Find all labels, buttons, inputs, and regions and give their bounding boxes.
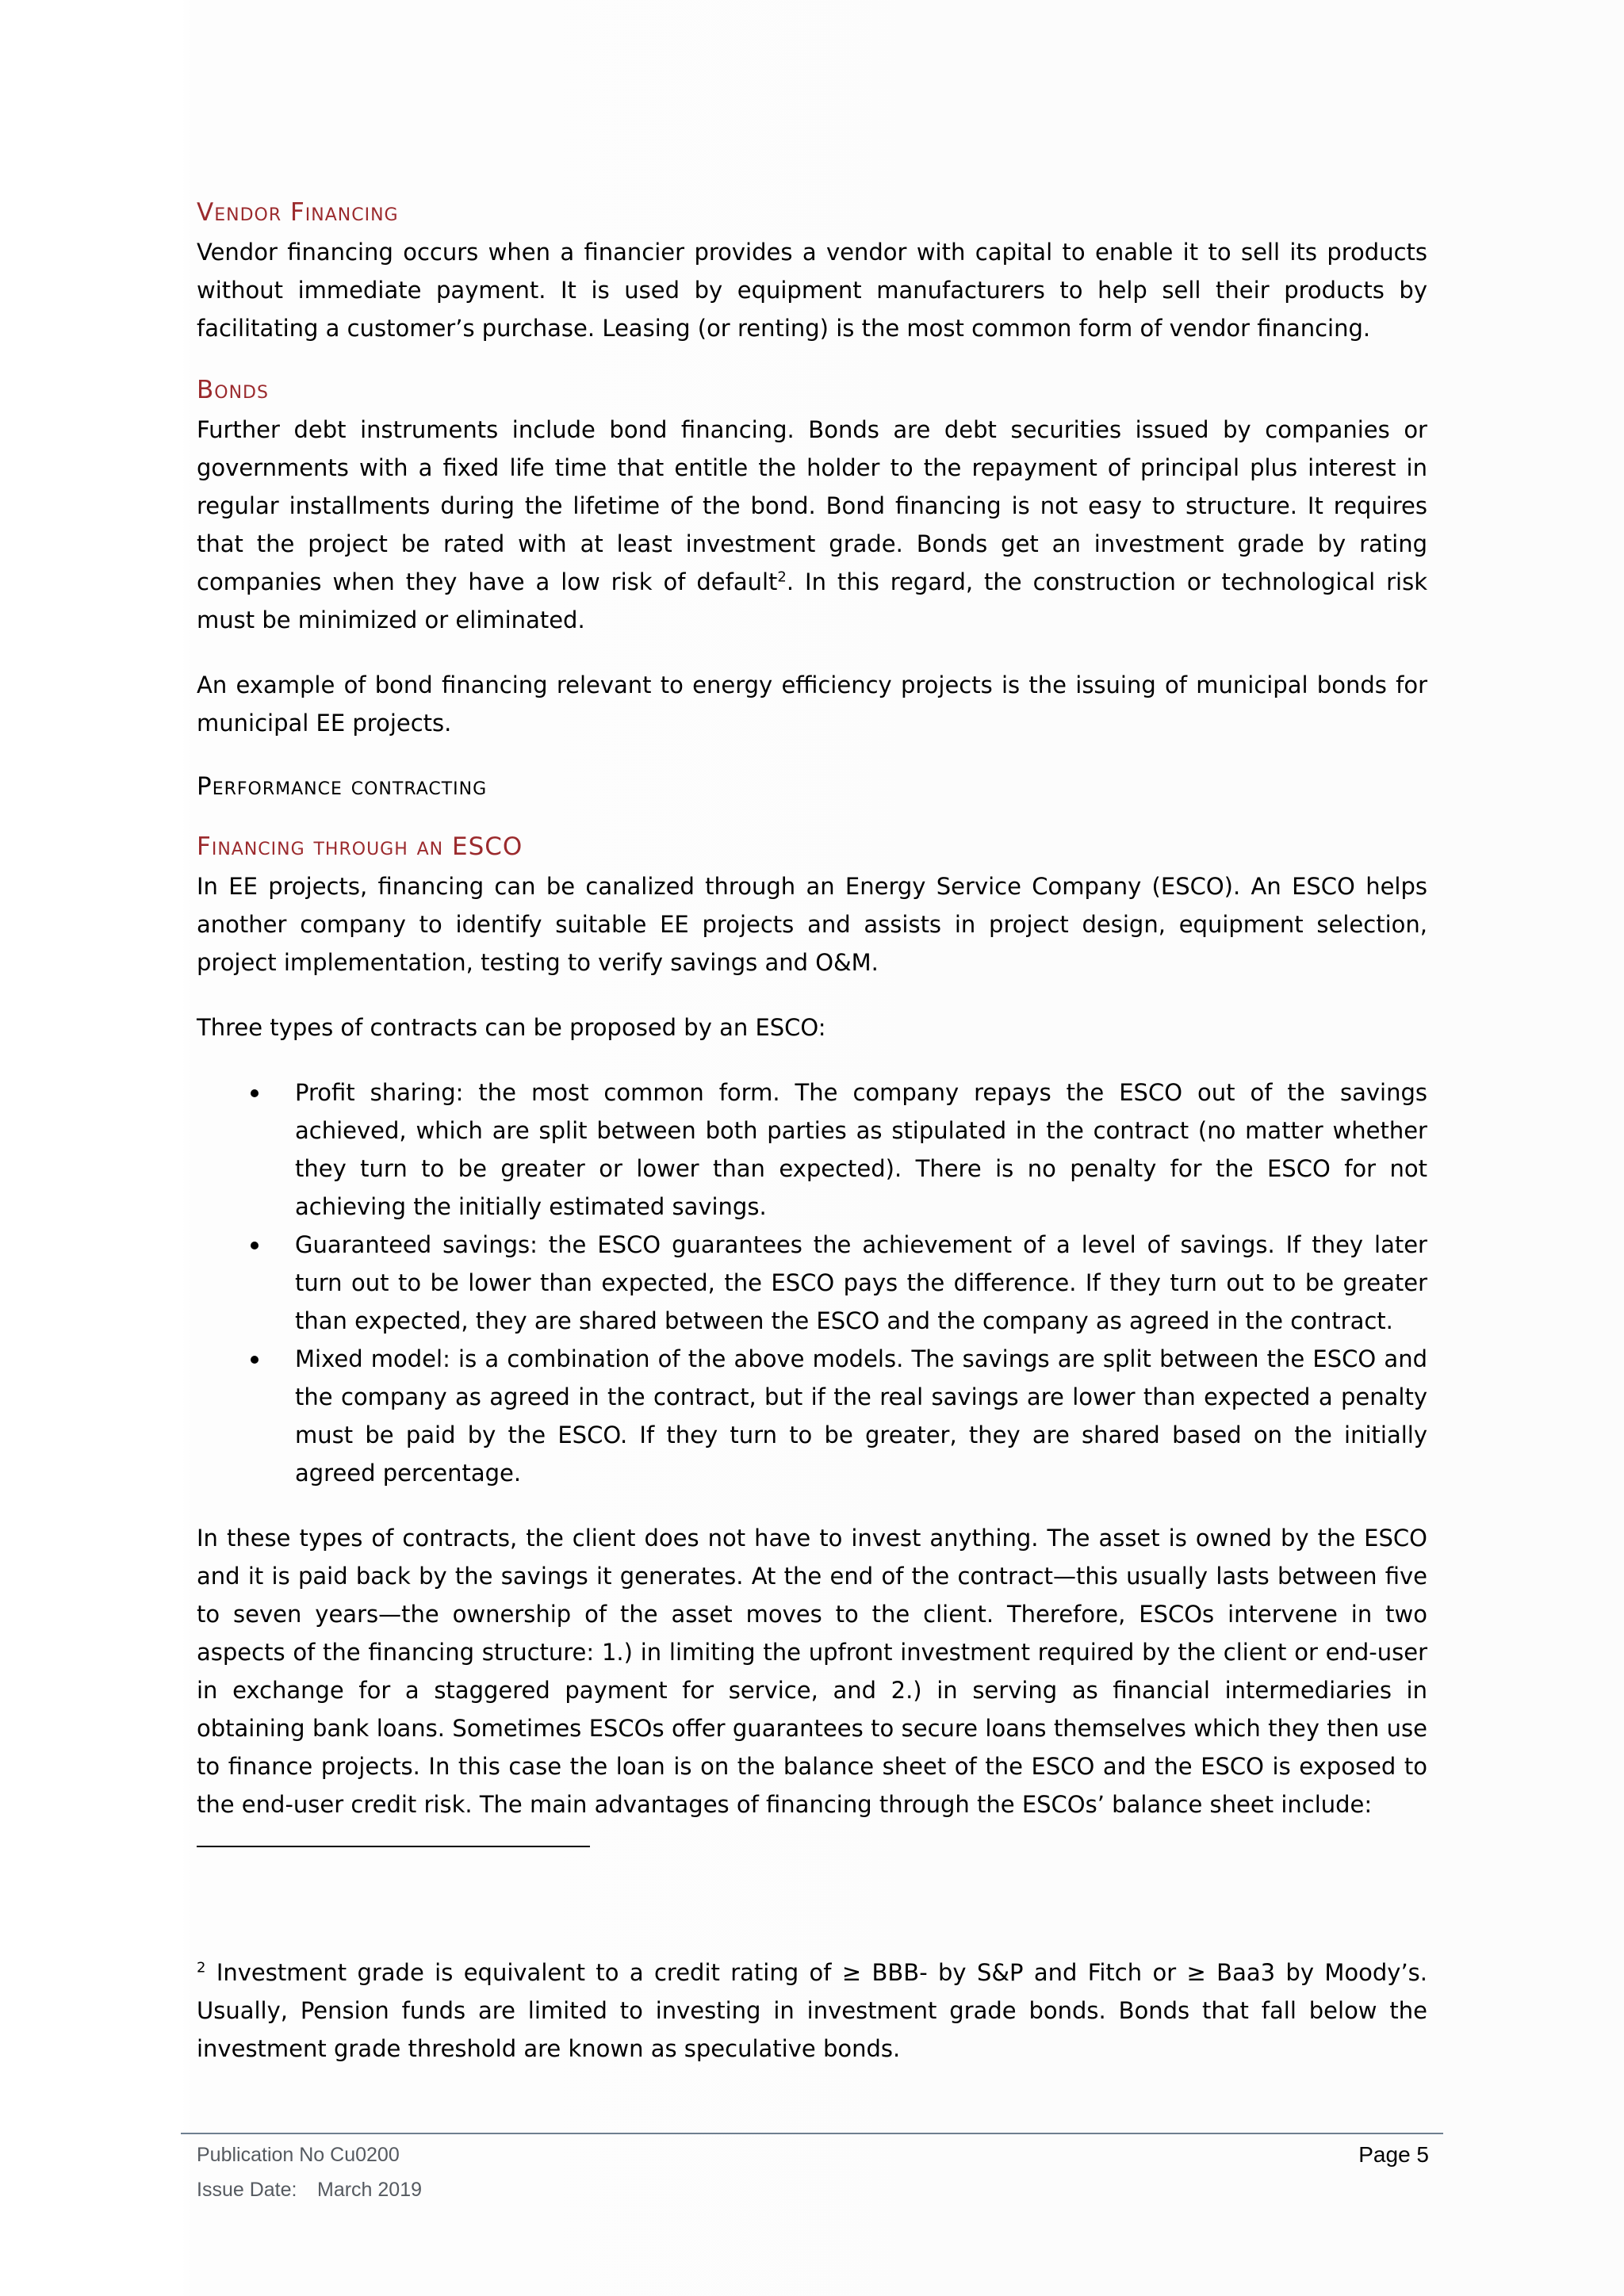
bonds-paragraph: [197, 411, 1427, 639]
bullet-icon: [251, 1356, 259, 1364]
contract-types-list: [197, 1073, 1427, 1492]
footnote: [197, 1954, 1427, 2068]
bullet-icon: [251, 1242, 259, 1249]
footnote-text: [197, 1954, 1427, 2068]
vendor-financing-paragraph: Vendor financing occurs when a financier provides a vendor with capital to enable it to sell its products without immediate payment. It is used by equipment manufacturers to help sell their products by facilitating a customer’s purchase. Leasing (or renting) is the most common form of vendor financing.: [197, 239, 1427, 342]
footnote-reference[interactable]: 2: [777, 568, 787, 586]
heading-performance-contracting: Performance contracting: [197, 772, 488, 801]
footnote-separator: [197, 1846, 590, 1847]
heading-financing-through-esco: Financing through an ESCO: [197, 832, 523, 861]
footnote-body: Investment grade is equivalent to a credit rating of ≥ BBB- by S&P and Fitch or ≥ Baa3 by Moody’s. Usually, Pension funds are limited to investing in investment grade bonds. Bonds that fall below the investment grade threshold are known as speculative bonds.: [197, 1959, 1427, 2062]
heading-bonds: Bonds: [197, 376, 269, 404]
heading-vendor-financing: Vendor Financing: [197, 198, 399, 227]
list-item-text: Mixed model: is a combination of the above models. The savings are split between the ESCO and the company as agreed in the contract, but if the real savings are lower than expected a penalty must be paid by the ESCO. If they turn to be greater, they are shared based on the initially agreed percentage.: [295, 1345, 1427, 1487]
esco-closing-paragraph: In these types of contracts, the client does not have to invest anything. The asset is owned by the ESCO and it is paid back by the savings it generates. At the end of the contract—this usually lasts between five to seven years—the ownership of the asset moves to the client. Therefore, ESCOs intervene in two aspects of the financing structure: 1.) in limiting the upfront investment required by the client or end-user in exchange for a staggered payment for service, and 2.) in serving as financial intermediaries in obtaining bank loans. Sometimes ESCOs offer guarantees to secure loans themselves which they then use to finance projects. In this case the loan is on the balance sheet of the ESCO and the ESCO is exposed to the end-user credit risk. The main advantages of financing through the ESCOs’ balance sheet include:: [197, 1525, 1427, 1818]
page-number: Page 5: [1358, 2142, 1429, 2167]
list-item-text: Guaranteed savings: the ESCO guarantees the achievement of a level of savings. If they later turn out to be lower than expected, the ESCO pays the difference. If they turn out to be greater than expected, they are shared between the ESCO and the company as agreed in the contract.: [295, 1231, 1427, 1334]
list-item: [197, 1073, 1427, 1226]
publication-number: Publication No Cu0200: [197, 2144, 400, 2166]
main-content: [197, 197, 1427, 1823]
list-item: [197, 1226, 1427, 1340]
bonds-text-part2: . In this regard, the construction or technological risk must be minimized or eliminated.: [197, 568, 1427, 633]
issue-date-value: March 2019: [317, 2179, 423, 2201]
list-item-text: Profit sharing: the most common form. The company repays the ESCO out of the savings achieved, which are split between both parties as stipulated in the contract (no matter whether they turn to be greater or lower than expected). There is no penalty for the ESCO for not achieving the initially estimated savings.: [295, 1079, 1427, 1220]
bullet-icon: [251, 1089, 259, 1097]
footnote-number: 2: [197, 1959, 206, 1976]
esco-intro-paragraph: In EE projects, financing can be canalized through an Energy Service Company (ESCO). An ESCO helps another company to identify suitable EE projects and assists in project design, equipment selection, project implementation, testing to verify savings and O&M.: [197, 873, 1427, 976]
esco-contracts-intro: Three types of contracts can be proposed by an ESCO:: [197, 1014, 826, 1041]
page-footer: [197, 2141, 1434, 2210]
bonds-text-part1: Further debt instruments include bond financing. Bonds are debt securities issued by companies or governments with a fixed life time that entitle the holder to the repayment of principal plus interest in regular installments during the lifetime of the bond. Bond financing is not easy to structure. It requires that the project be rated with at least investment grade. Bonds get an investment grade by rating companies when they have a low risk of default: [197, 416, 1427, 595]
footer-divider: [181, 2133, 1443, 2134]
bonds-example-paragraph: An example of bond financing relevant to energy efficiency projects is the issuing of municipal bonds for municipal EE projects.: [197, 672, 1427, 737]
issue-date-label: Issue Date:: [197, 2179, 297, 2201]
list-item: [197, 1340, 1427, 1492]
